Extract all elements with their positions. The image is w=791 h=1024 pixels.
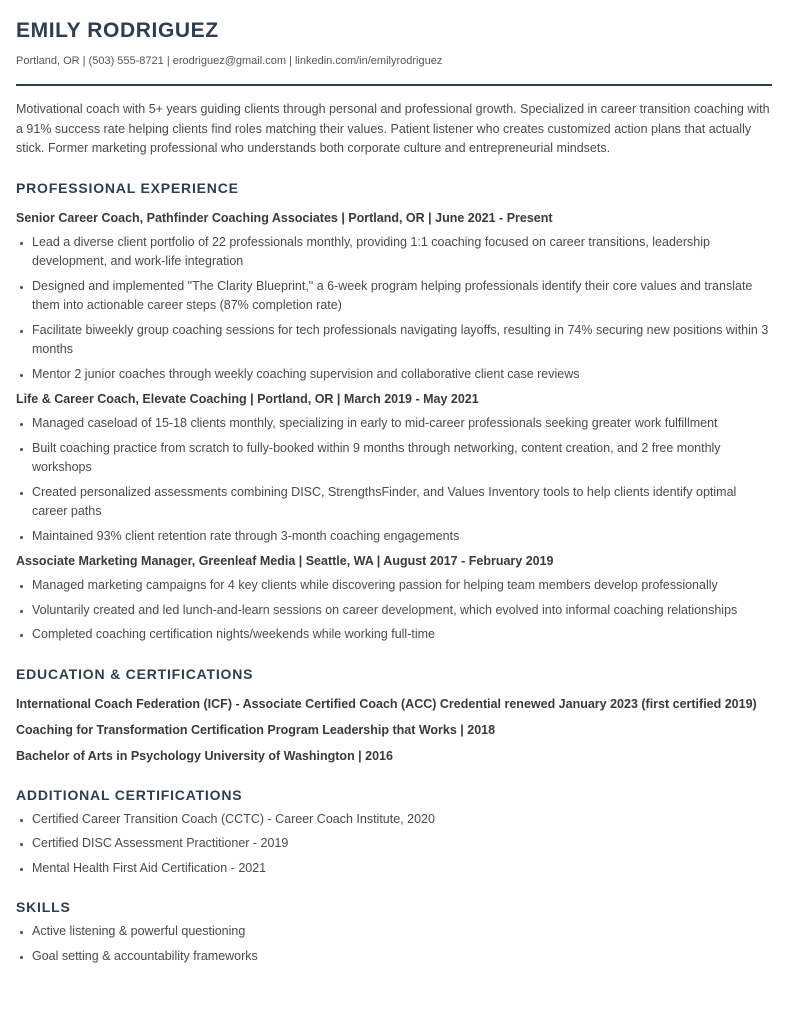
certification-item: • Mental Health First Aid Certification - 2021 xyxy=(32,859,775,879)
job-bullet: • Built coaching practice from scratch to fully-booked within 9 months through networking, content creation, and 2 free monthly workshops xyxy=(32,439,775,478)
job-bullet: • Facilitate biweekly group coaching sessions for tech professionals navigating layoffs, resulting in 74% securing new positions within 3 months xyxy=(32,321,775,360)
job-heading: Associate Marketing Manager, Greenleaf Media | Seattle, WA | August 2017 - February 2019 xyxy=(16,554,554,568)
header-divider xyxy=(16,84,772,86)
job-entry xyxy=(16,552,775,645)
job-bullet: • Designed and implemented "The Clarity Blueprint," a 6-week program helping professionals identify their core values and translate them into actionable career steps (87% completion rate) xyxy=(32,277,775,316)
skills-section-title: SKILLS xyxy=(16,899,71,915)
education-item: Bachelor of Arts in Psychology University of Washington | 2016 xyxy=(16,748,393,763)
job-bullet: • Maintained 93% client retention rate through 3-month coaching engagements xyxy=(32,527,775,547)
job-entry xyxy=(16,390,775,546)
education-item: Coaching for Transformation Certification Program Leadership that Works | 2018 xyxy=(16,722,496,737)
job-bullets xyxy=(16,233,775,385)
skill-item: • Goal setting & accountability frameworks xyxy=(32,947,775,967)
education-item: International Coach Federation (ICF) - Associate Certified Coach (ACC) Credential renewed January 2023 (first certified 2019) xyxy=(16,696,757,711)
job-entry xyxy=(16,209,775,385)
job-bullet: • Managed marketing campaigns for 4 key clients while discovering passion for helping team members develop professionally xyxy=(32,576,775,596)
certification-item: • Certified DISC Assessment Practitioner - 2019 xyxy=(32,834,775,854)
certification-item: • Certified Career Transition Coach (CCTC) - Career Coach Institute, 2020 xyxy=(32,810,775,830)
job-bullet: • Completed coaching certification nights/weekends while working full-time xyxy=(32,625,775,645)
additional-certifications-title: ADDITIONAL CERTIFICATIONS xyxy=(16,786,243,803)
job-bullet: • Created personalized assessments combining DISC, StrengthsFinder, and Values Inventory tools to help clients identify optimal career paths xyxy=(32,483,775,522)
certification-list xyxy=(16,810,775,879)
job-bullet: • Managed caseload of 15-18 clients monthly, specializing in early to mid-career professionals seeking greater work fulfillment xyxy=(32,414,775,434)
job-heading: Senior Career Coach, Pathfinder Coaching Associates | Portland, OR | June 2021 - Present xyxy=(16,210,553,225)
contact-line: Portland, OR | (503) 555-8721 | erodriguez@gmail.com | linkedin.com/in/emilyrodriguez xyxy=(16,55,443,67)
candidate-name: EMILY RODRIGUEZ xyxy=(16,19,219,42)
job-bullet: • Lead a diverse client portfolio of 22 professionals monthly, providing 1:1 coaching focused on career transitions, leadership development, and work-life integration xyxy=(32,233,775,272)
experience-section-title: PROFESSIONAL EXPERIENCE xyxy=(16,179,239,196)
job-bullets xyxy=(16,576,775,645)
education-section-title: EDUCATION & CERTIFICATIONS xyxy=(16,665,254,682)
job-bullet: • Mentor 2 junior coaches through weekly coaching supervision and collaborative client case reviews xyxy=(32,365,775,385)
job-heading: Life & Career Coach, Elevate Coaching | Portland, OR | March 2019 - May 2021 xyxy=(16,392,479,406)
skill-item: • Active listening & powerful questioning xyxy=(32,922,775,942)
job-bullet: • Voluntarily created and led lunch-and-learn sessions on career development, which evolved into informal coaching relationships xyxy=(32,601,775,621)
job-bullets xyxy=(16,414,775,546)
professional-summary: Motivational coach with 5+ years guiding clients through personal and professional growth. Specialized in career transition coaching with a 91% success rate helping clients find roles matching their values. Patient listener who creates customized action plans that actually stick. Former marketing professional who understands both corporate culture and entrepreneurial mindsets. xyxy=(16,102,770,155)
skills-list xyxy=(16,922,775,966)
